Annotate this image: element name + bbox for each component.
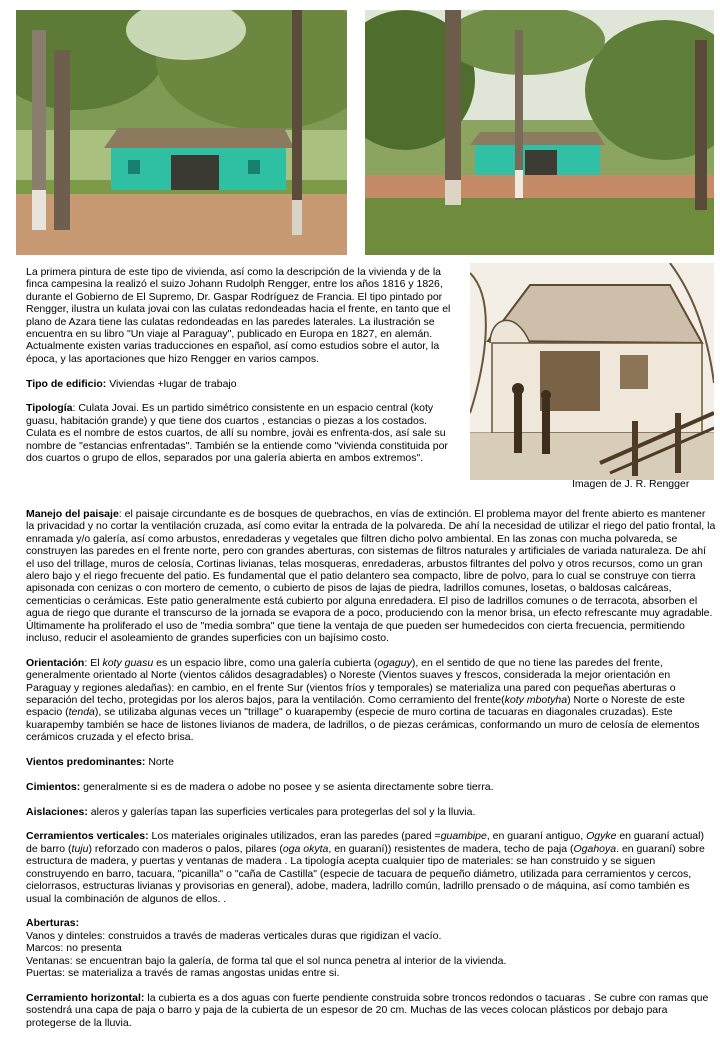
- house-photo-right-image: [365, 10, 714, 255]
- orientacion-label: Orientación: [26, 656, 85, 669]
- tipo-edificio-label: Tipo de edificio:: [26, 377, 107, 390]
- house-photo-right: [365, 10, 714, 255]
- orientacion-text-e: ), se utilizaba algunas veces un "trillage" o kuarapemby (especie de muro cortina de tacuaras en diagonales cruzadas). Este kuarapemby también se hace de listones livianos de madera, de ladrillos, o de piezas cerámicas, conformando un muro de celosía de elementos cerámicos cruzada y el efecto brisa.: [26, 706, 700, 744]
- aberturas-puertas: Puertas: se materializa a través de ramas angostas unidas entre si.: [26, 966, 340, 979]
- cerr-v-text-e: , en guaraní)) resistentes de madera, techo de paja (: [328, 842, 574, 855]
- cerr-v-label: Cerramientos verticales:: [26, 830, 149, 843]
- aberturas-marcos: Marcos: no presenta: [26, 942, 122, 955]
- tipologia-text: : Culata Jovai. Es un partido simétrico consistente en un espacio central (koty guasu, habitación grande) y que tiene dos cuartos , estancias o piezas a los costados. Culata es el nombre de estos cuartos, de allí su nombre, jovài es enfrenta-dos, así sale su nombre de "estancias enfrentadas". También se la entiende como "vivienda constituida por dos cuartos o grupo de ellos, separados por una galería abierta en ambos extremos".: [26, 402, 448, 465]
- section-cimientos: [26, 781, 716, 793]
- section-cerramientos-verticales: [26, 830, 716, 904]
- cerr-v-term-guambipe: guambipe: [440, 830, 487, 843]
- section-aberturas: [26, 917, 716, 979]
- orientacion-text-b: es un espacio libre, como una galería cubierta (: [153, 656, 378, 669]
- orientacion-text-c: ), en el sentido de que no tiene las paredes del frente, generalmente orientado al Norte (vientos cálidos desagradables) o Noreste (Vientos suaves y frescos, considerada la mejor orientación en Paraguay y regiones aledañas): en cambio, en el frente Sur (vientos fríos y temporales) se materializa una pared con pequeñas aberturas o separación del techo, protegidas por los aleros bajos, para la ventilación. Como cerramiento del frente(: [26, 656, 676, 707]
- house-photo-left: [16, 10, 347, 255]
- cerr-v-text-b: , en guaraní antiguo,: [486, 830, 587, 843]
- cerr-v-term-ogahoya: Ogahoya: [573, 842, 617, 855]
- orientacion-term-tenda: tenda: [68, 706, 95, 719]
- tipo-edificio-text: Viviendas +lugar de trabajo: [106, 377, 237, 390]
- aislaciones-text: aleros y galerías tapan las superficies verticales para protegerlas del sol y la lluvia.: [87, 805, 476, 818]
- aberturas-vanos: Vanos y dinteles: construidos a través de maderas verticales duras que rigidizan el vacío.: [26, 929, 442, 942]
- house-photo-left-image: [16, 10, 347, 255]
- section-vientos: [26, 756, 716, 768]
- orientacion-term-ogaguy: ogaguy: [377, 656, 412, 669]
- orientacion-text-d: ) Norte o Noreste de este espacio (: [26, 694, 685, 719]
- intro-text: [26, 266, 456, 477]
- aberturas-label: Aberturas:: [26, 917, 80, 930]
- orientacion-term-koty-guasu: koty guasu: [102, 656, 154, 669]
- aislaciones-label: Aislaciones:: [26, 805, 88, 818]
- section-cerramiento-horizontal: [26, 992, 716, 1029]
- rengger-engraving-image: [470, 263, 714, 480]
- cerr-v-text-f: . en guaraní) sobre estructura de madera, y puertas y ventanas de madera . La tipología acepta cualquier tipo de materiales: se han construido y se siguen construyendo en barro, tacuara, "picanilla" o "caña de Castilla" (especie de tacuara de pequeño diámetro, utilizada para cerramientos y cercos, cielorrasos, estructuras livianas y provisorias en general), adobe, madera, ladrillo común, ladrillo prensado o de máquina, así como también es usual la combinación de algunos de ellos. .: [26, 842, 705, 905]
- document-body: [26, 508, 716, 1041]
- cerr-h-label: Cerramiento horizontal:: [26, 991, 145, 1004]
- tipologia-label: Tipología: [26, 402, 73, 415]
- intro-paragraph: La primera pintura de este tipo de vivienda, así como la descripción de la vivienda y de la finca campesina la realizó el suizo Johann Rudolph Rengger, entre los años 1816 y 1826, durante el Gobierno de El Supremo, Dr. Gaspar Rodríguez de Francia. El tipo pintado por Rengger, ilustra un kulata jovai con las culatas redondeadas hacia el frente, en tanto que el plano de Azara tiene las culatas redondeadas en las paredes laterales. La ilustración se encuentra en su libro "Un viaje al Paraguay", publicado en Europa en 1827, en alemán. Actualmente existen varias traducciones en español, así como estudios sobre el autor, la época, y las aportaciones que hizo Rengger en varios campos.: [26, 266, 451, 365]
- cerr-v-term-oga-okyta: oga okyta: [282, 842, 329, 855]
- cerr-v-text-a: Los materiales originales utilizados, eran las paredes (pared =: [148, 830, 441, 843]
- engraving-caption: Imagen de J. R. Rengger: [572, 478, 690, 490]
- section-orientacion: [26, 657, 716, 744]
- paisaje-label: Manejo del paisaje: [26, 508, 119, 520]
- cimientos-label: Cimientos:: [26, 780, 81, 793]
- vientos-label: Vientos predominantes:: [26, 756, 146, 769]
- orientacion-text-a: : El: [84, 656, 103, 669]
- cerr-h-text: la cubierta es a dos aguas con fuerte pendiente construida sobre troncos redondos o tacuaras . Se cubre con ramas que sostendrá una capa de paja o barro y paja de la cubierta de un espesor de 20 cm. Muchas de las veces colocan plásticos por debajo para protegerse de la lluvia.: [26, 991, 709, 1029]
- tipo-edificio: [26, 378, 456, 390]
- cerr-v-text-c: en guaraní actual) de barro (: [26, 830, 704, 855]
- tipologia: [26, 402, 456, 464]
- paisaje-text: : el paisaje circundante es de bosques de quebrachos, en vías de extinción. El problema mayor del frente abierto es mantener la privacidad y no cortar la ventilación cruzada, así como evitar la entrada de la polvareda. De ahí la necesidad de utilizar el riego del patio frontal, la enramada y/o galería, así como arbustos, enredaderas y vegetales que filtren dicho polvo ambiental. En las zonas con mucha polvareda, se construyen las paredes en el frente norte, pero con grandes aberturas, con sistemas de filtros naturales y artificiales de variada naturaleza. De ahí el uso del trillage, muros de celosía, Cortinas livianas, telas mosqueras, enredaderas, arbustos filtrantes del polvo y otros recursos, como un gran alero bajo y el riego frecuente del patio. Es fundamental que el patio delantero sea compacto, libre de polvo, para lo cual se construye con tierra apisonada con cenizas o con mortero de cemento, o cubierto de pisos de lajas de piedra, ladrillos comunes, losetas, o baldosas calcáreas, cementicias o cerámicas. Este patio generalmente está cubierto por alguna enredadera. El piso de ladrillos comunes o de terracota, absorben el agua de riego que durante el transcurso de la jornada se evapora de a poco, produciendo con la menor brisa, un efecto refrescante muy agradable. Últimamente ha proliferado el uso de "media sombra" que tiene la ventaja de que pueden ser humedecidos con cierta frecuencia, permitiendo incluso, reducir el asoleamiento de grandes superficies con un bajísimo costo.: [26, 508, 716, 645]
- cerr-v-text-d: ) reforzado con maderos o palos, pilares (: [88, 842, 283, 855]
- aberturas-ventanas: Ventanas: se encuentran bajo la galería, de forma tal que el sol nunca penetra al interior de la vivienda.: [26, 954, 507, 967]
- vientos-text: Norte: [145, 756, 175, 769]
- orientacion-term-koty-mbotyha: koty mbotyha: [504, 694, 568, 707]
- section-paisaje: [26, 508, 716, 644]
- section-aislaciones: [26, 806, 716, 818]
- rengger-engraving: [470, 263, 714, 480]
- cerr-v-term-ogyke: Ogyke: [586, 830, 617, 843]
- cerr-v-term-tuju: tuju: [71, 842, 89, 855]
- cimientos-text: generalmente si es de madera o adobe no posee y se asienta directamente sobre tierra.: [80, 780, 494, 793]
